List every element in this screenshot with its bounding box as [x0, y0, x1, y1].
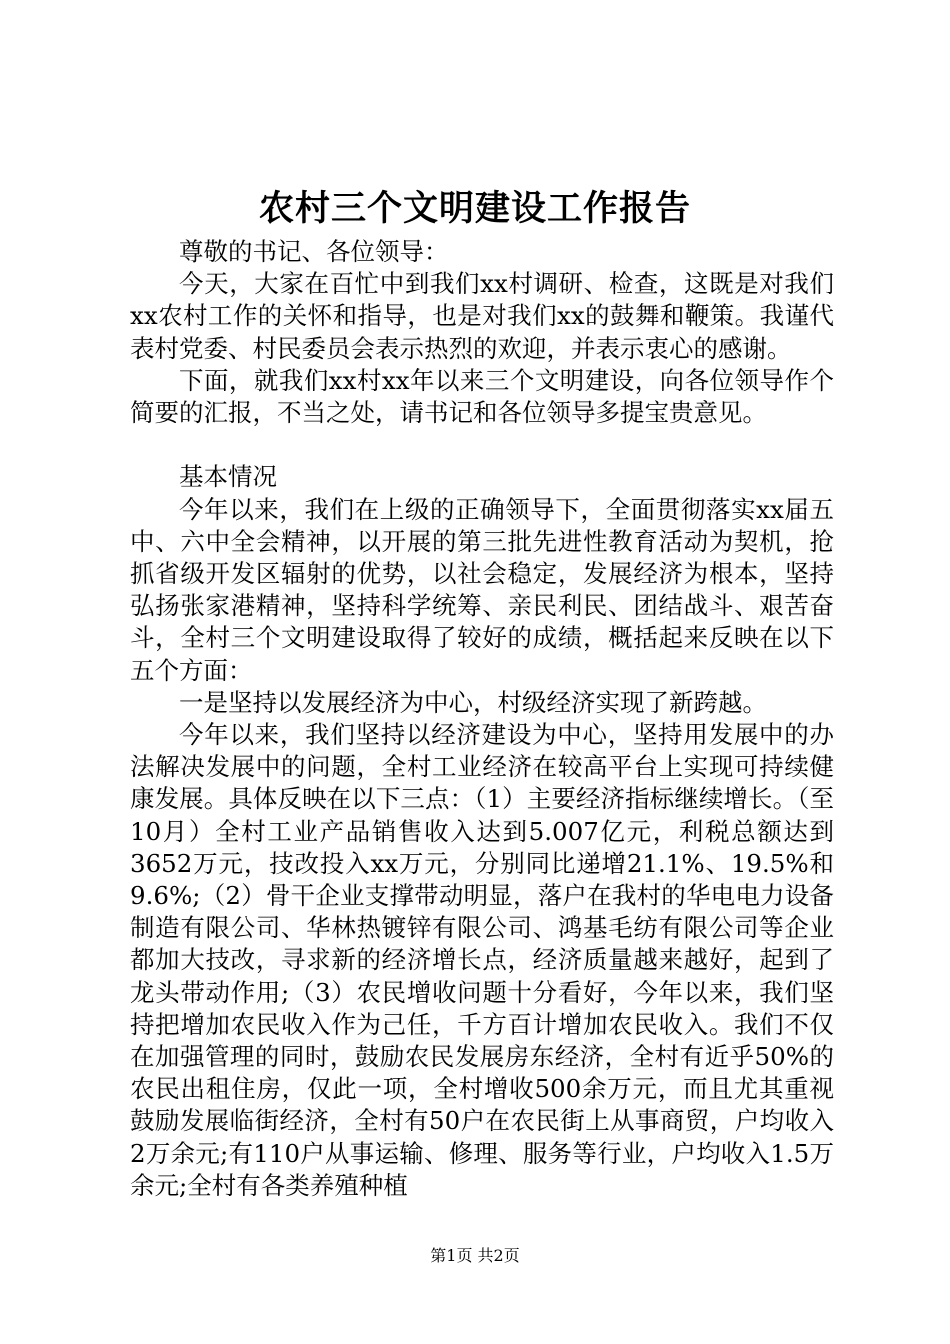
- paragraph-welcome: 今天，大家在百忙中到我们xx村调研、检查，这既是对我们xx农村工作的关怀和指导，也是对我们xx的鼓舞和鞭策。我谨代表村党委、村民委员会表示热烈的欢迎，并表示衷心的感谢。: [130, 269, 834, 363]
- blank-line: [130, 429, 834, 461]
- document-body: [130, 236, 834, 1202]
- paragraph-overview: 今年以来，我们在上级的正确领导下，全面贯彻落实xx届五中、六中全会精神，以开展的第三批先进性教育活动为契机，抢抓省级开发区辐射的优势，以社会稳定，发展经济为根本，坚持弘扬张家港精神，坚持科学统筹、亲民利民、团结战斗、艰苦奋斗，全村三个文明建设取得了较好的成绩，概括起来反映在以下五个方面：: [130, 494, 834, 685]
- paragraph-intro: 下面，就我们xx村xx年以来三个文明建设，向各位领导作个简要的汇报，不当之处，请书记和各位领导多提宝贵意见。: [130, 365, 834, 428]
- point-one-heading: 一是坚持以发展经济为中心，村级经济实现了新跨越。: [179, 687, 767, 717]
- paragraph-economy: 今年以来，我们坚持以经济建设为中心，坚持用发展中的办法解决发展中的问题，全村工业经济在较高平台上实现可持续健康发展。具体反映在以下三点：（1）主要经济指标继续增长。（至10月）全村工业产品销售收入达到5.007亿元，利税总额达到3652万元，技改投入xx万元，分别同比递增21.1%、19.5%和9.6%;（2）骨干企业支撑带动明显，落户在我村的华电电力设备制造有限公司、华林热镀锌有限公司、鸿基毛纺有限公司等企业都加大技改，寻求新的经济增长点，经济质量越来越好，起到了龙头带动作用;（3）农民增收问题十分看好，今年以来，我们坚持把增加农民收入作为己任，千方百计增加农民收入。我们不仅在加强管理的同时，鼓励农民发展房东经济，全村有近乎50%的农民出租住房，仅此一项，全村增收500余万元，而且尤其重视鼓励发展临街经济，全村有50户在农民街上从事商贸，户均收入2万余元;有110户从事运输、修理、服务等行业，户均收入1.5万余元;全村有各类养殖种植: [130, 720, 834, 1200]
- salutation: 尊敬的书记、各位领导：: [179, 237, 449, 266]
- page-title: 农村三个文明建设工作报告: [258, 188, 691, 229]
- section-heading: 基本情况: [179, 462, 277, 492]
- page-footer: 第1页 共2页: [430, 1246, 520, 1265]
